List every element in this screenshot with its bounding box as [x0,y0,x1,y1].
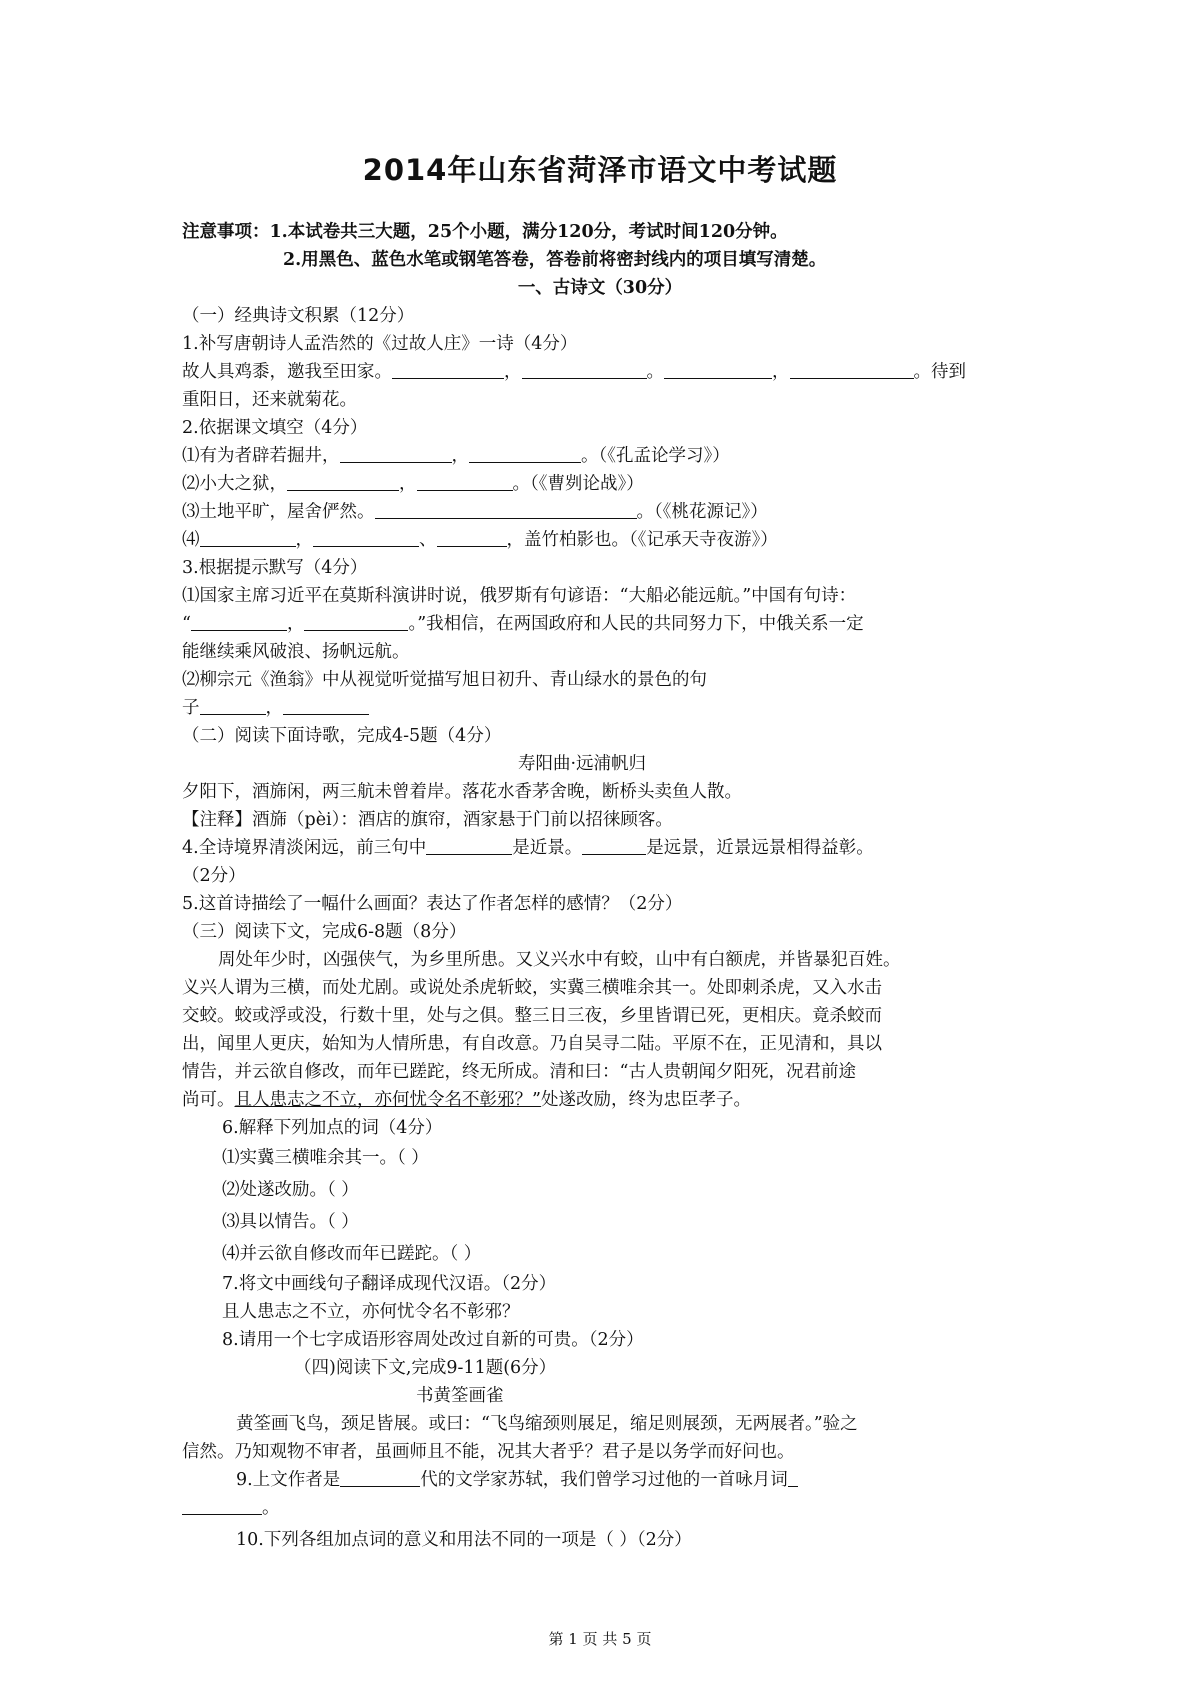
passage-line [182,1086,1042,1114]
text-span: ， [451,446,469,466]
question-10: 10.下列各组加点词的意义和用法不同的一项是（ ）（2分） [236,1530,692,1550]
answer-blank[interactable] [582,836,646,855]
poem-text: 夕阳下，酒旆闲，两三航未曾着岸。落花水香茅舍晚，断桥头卖鱼人散。 [182,782,742,802]
question-1-text-cont: 重阳日，还来就菊花。 [182,390,357,410]
answer-blank[interactable] [200,528,296,547]
text-span: ，盖竹柏影也。（《记承天寺夜游》） [506,530,778,550]
text-span: 故人具鸡黍，邀我至田家。 [182,362,392,382]
answer-blank[interactable] [313,528,419,547]
answer-blank[interactable] [417,472,513,491]
answer-blank[interactable] [375,500,637,519]
passage-line: 交蛟。蛟或浮或没，行数十里，处与之俱。整三日三夜，乡里皆谓已死，更相庆。竟杀蛟而 [182,1006,882,1026]
question-2-item-4 [182,526,1042,554]
text-span: 是近景。 [512,838,583,858]
passage-line: 情告，并云欲自修改，而年已蹉跎，终无所成。清和曰：“古人贵朝闻夕阳死，况君前途 [182,1062,856,1082]
question-3: 3.根据提示默写（4分） [182,558,368,578]
text-span: ， [295,530,313,550]
question-1: 1.补写唐朝诗人孟浩然的《过故人庄》一诗（4分） [182,334,578,354]
passage-line: 周处年少时，凶强侠气，为乡里所患。又义兴水中有蛟，山中有白额虎，并皆暴犯百姓。 [218,950,901,970]
answer-blank[interactable] [340,1468,420,1487]
page-footer: 第 1 页 共 5 页 [548,1630,652,1648]
text-span: ， [772,362,790,382]
question-6-item: ⑶具以情告。（ ） [222,1212,359,1232]
text-span: 。（《孔孟论学习》） [581,446,730,466]
question-4 [182,834,1042,862]
question-4-score: （2分） [182,866,246,886]
question-6-item: ⑵处遂改励。（ ） [222,1180,359,1200]
question-6: 6.解释下列加点的词（4分） [222,1118,443,1138]
text-span: ⑵小大之狱， [182,474,287,494]
notice-line-2: 2.用黑色、蓝色水笔或钢笔答卷，答卷前将密封线内的项目填写清楚。 [283,250,827,270]
text-span: ， [286,614,305,634]
question-6-item: ⑷并云欲自修改而年已蹉跎。（ ） [222,1244,482,1264]
subsection-heading: （四)阅读下文,完成9-11题(6分） [294,1358,557,1378]
passage-line: 出，闻里人更庆，始知为人情所患，有自改意。乃自吴寻二陆。平原不在，正见清和，具以 [182,1034,882,1054]
answer-blank[interactable] [790,360,914,379]
text-span: 。”我相信，在两国政府和人民的共同努力下，中俄关系一定 [408,614,864,634]
text-span: ⑶土地平旷，屋舍俨然。 [182,502,375,522]
text-span: ⑷ [182,530,200,550]
question-9 [182,1466,1042,1494]
question-3-item-1: ⑴国家主席习近平在莫斯科演讲时说，俄罗斯有句谚语：“大船必能远航。”中国有句诗： [182,586,857,606]
subsection-heading: （三）阅读下文，完成6-8题（8分） [182,922,467,942]
answer-blank[interactable] [283,696,369,715]
question-7-sentence: 且人患志之不立，亦何忧令名不彰邪？ [222,1302,520,1322]
section-heading-1: 一、古诗文（30分） [517,278,683,298]
answer-blank[interactable] [200,696,266,715]
passage-title: 书黄筌画雀 [416,1386,504,1406]
notice-line-1: 注意事项：1.本试卷共三大题，25个小题，满分120分，考试时间120分钟。 [182,222,788,242]
answer-blank[interactable] [340,444,452,463]
answer-blank[interactable] [392,360,504,379]
underlined-sentence: 且人患志之不立，亦何忧令名不彰邪？” [234,1090,541,1110]
subsection-heading: （一）经典诗文积累（12分） [182,306,415,326]
passage-line: 信然。乃知观物不审者，虽画师且不能，况其大者乎？君子是以务学而好问也。 [182,1442,795,1462]
text-span: 。 [262,1498,280,1518]
poem-annotation: 【注释】酒旆（pèi）：酒店的旗帘，酒家悬于门前以招徕顾客。 [182,810,673,830]
question-8: 8.请用一个七字成语形容周处改过自新的可贵。（2分） [222,1330,644,1350]
answer-blank[interactable] [522,360,647,379]
subsection-heading: （二）阅读下面诗歌，完成4-5题（4分） [182,726,502,746]
question-3-item-2-cont [182,694,1042,722]
text-span: 子 [182,698,200,718]
text-span: ， [504,362,522,382]
question-9-cont [182,1494,1042,1522]
question-3-item-1-end: 能继续乘风破浪、扬帆远航。 [182,642,410,662]
answer-blank[interactable] [191,612,287,631]
exam-body [182,302,1042,1554]
question-2: 2.依据课文填空（4分） [182,418,368,438]
text-span: 尚可。 [182,1090,235,1110]
answer-blank[interactable] [426,836,512,855]
question-2-item-1 [182,442,1042,470]
passage-line: 义兴人谓为三横，而处尤剧。或说处杀虎斩蛟，实冀三横唯余其一。处即刺杀虎，又入水击 [182,978,882,998]
answer-blank[interactable] [304,612,408,631]
text-span: 处遂改励，终为忠臣孝子。 [540,1090,751,1110]
question-7: 7.将文中画线句子翻译成现代汉语。（2分） [222,1274,557,1294]
text-span: 。（《曹刿论战》） [512,474,644,494]
question-2-item-3 [182,498,1042,526]
question-5: 5.这首诗描绘了一幅什么画面？表达了作者怎样的感情？（2分） [182,894,683,914]
text-span: 。待到 [913,362,966,382]
answer-blank[interactable] [437,528,507,547]
question-2-item-2 [182,470,1042,498]
text-span: ， [399,474,417,494]
poem-title: 寿阳曲·远浦帆归 [517,754,647,774]
answer-blank[interactable] [788,1468,798,1487]
passage-line: 黄筌画飞鸟，颈足皆展。或曰：“飞鸟缩颈则展足，缩足则展颈，无两展者。”验之 [236,1414,858,1434]
answer-blank[interactable] [182,1496,262,1515]
question-3-item-1-cont [182,610,1042,638]
text-span: 4.全诗境界清淡闲远，前三句中 [182,838,427,858]
text-span: 、 [419,530,437,550]
question-1-text [182,358,1042,386]
text-span: ⑴有为者辟若掘井， [182,446,340,466]
text-span: 。（《桃花源记》） [636,502,768,522]
question-6-item: ⑴实冀三横唯余其一。（ ） [222,1148,429,1168]
text-span: “ [182,614,191,634]
question-3-item-2: ⑵柳宗元《渔翁》中从视觉听觉描写旭日初升、青山绿水的景色的句 [182,670,707,690]
text-span: 9.上文作者是 [236,1470,341,1490]
page-title: 2014年山东省菏泽市语文中考试题 [362,153,838,187]
answer-blank[interactable] [664,360,772,379]
answer-blank[interactable] [287,472,399,491]
text-span: 。 [646,362,664,382]
text-span: 代的文学家苏轼，我们曾学习过他的一首咏月词 [420,1470,788,1490]
text-span: ， [265,698,283,718]
text-span: 是远景，近景远景相得益彰。 [646,838,874,858]
answer-blank[interactable] [469,444,581,463]
